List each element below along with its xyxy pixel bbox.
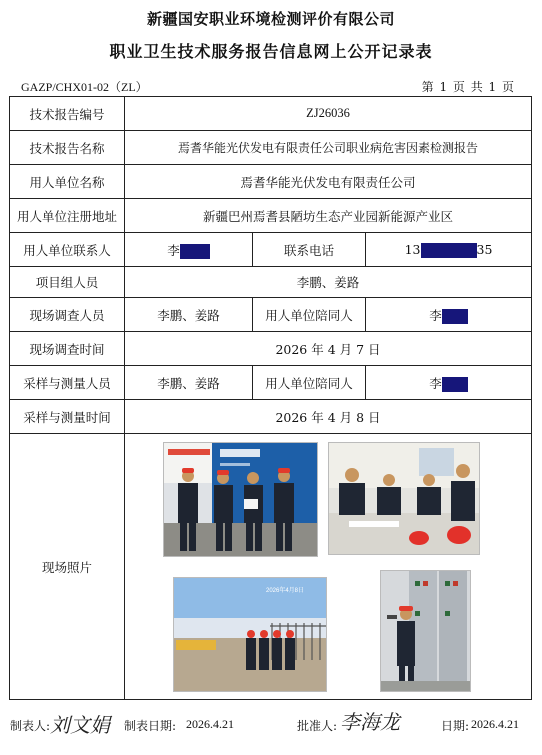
employer-label: 用人单位名称	[10, 165, 125, 199]
accompany-label: 用人单位陪同人	[253, 298, 366, 332]
contact-value-cell	[125, 233, 253, 267]
sampling-accompany-value-cell	[366, 366, 532, 400]
site-photo-meeting	[328, 442, 480, 555]
sampling-staff-value: 李鹏、姜路	[125, 366, 253, 400]
row-survey-time	[10, 332, 532, 366]
page-info: 第 1 页 共 1 页	[421, 80, 515, 94]
redaction-mark	[180, 244, 210, 259]
record-table	[9, 96, 532, 700]
report-no-value: ZJ26036	[125, 97, 532, 131]
row-address	[10, 199, 532, 233]
redaction-mark	[421, 243, 477, 258]
maker-signature: 刘文娟	[50, 713, 110, 737]
company-title: 新疆国安职业环境检测评价有限公司	[146, 10, 395, 28]
sampling-time-value: 2026 年 4 月 8 日	[125, 400, 532, 434]
sampling-time-label: 采样与测量时间	[10, 400, 125, 434]
survey-time-value: 2026 年 4 月 7 日	[125, 332, 532, 366]
site-photo-cabinet	[380, 570, 471, 692]
address-value: 新疆巴州焉耆县陋坊生态产业园新能源产业区	[125, 199, 532, 233]
row-team	[10, 267, 532, 298]
row-sampling-staff	[10, 366, 532, 400]
survey-staff-label: 现场调查人员	[10, 298, 125, 332]
approver-signature: 李海龙	[340, 710, 400, 734]
approve-date-label: 日期:	[441, 719, 470, 733]
phone-value-cell	[366, 233, 532, 267]
report-no-label: 技术报告编号	[10, 97, 125, 131]
site-photo-group-office-graphic	[164, 443, 317, 556]
site-photo-outdoor-gate-graphic	[174, 578, 326, 691]
row-photos	[10, 434, 532, 700]
site-photo-meeting-graphic	[329, 443, 479, 554]
contact-label: 用人单位联系人	[10, 233, 125, 267]
team-label: 项目组人员	[10, 267, 125, 298]
phone-label: 联系电话	[253, 233, 366, 267]
page-title: 职业卫生技术服务报告信息网上公开记录表	[109, 42, 433, 61]
phone-suffix: 35	[476, 241, 493, 257]
redaction-mark	[442, 309, 468, 324]
form-code: GAZP/CHX01-02（ZL）	[21, 80, 148, 94]
sampling-accompany-label: 用人单位陪同人	[253, 366, 366, 400]
phone-prefix: 13	[404, 241, 421, 257]
survey-time-label: 现场调查时间	[10, 332, 125, 366]
row-survey-staff	[10, 298, 532, 332]
maker-label: 制表人:	[10, 719, 51, 733]
employer-value: 焉耆华能光伏发电有限责任公司	[125, 165, 532, 199]
sampling-staff-label: 采样与测量人员	[10, 366, 125, 400]
team-value: 李鹏、姜路	[125, 267, 532, 298]
approve-date-value: 2026.4.21	[471, 717, 519, 731]
report-name-value: 焉耆华能光伏发电有限责任公司职业病危害因素检测报告	[125, 131, 532, 165]
photos-area	[125, 434, 532, 700]
report-name-label: 技术报告名称	[10, 131, 125, 165]
row-sampling-time	[10, 400, 532, 434]
make-date-value: 2026.4.21	[186, 717, 234, 731]
photo-timestamp: 2026年4月8日	[266, 588, 305, 594]
accompany-value: 李	[429, 307, 442, 323]
row-employer	[10, 165, 532, 199]
photos-label: 现场照片	[10, 434, 125, 700]
row-report-name	[10, 131, 532, 165]
survey-staff-value: 李鹏、姜路	[125, 298, 253, 332]
sampling-accompany-value: 李	[429, 375, 442, 391]
redaction-mark	[442, 377, 468, 392]
site-photo-group-office	[163, 442, 318, 557]
contact-value: 李	[167, 242, 180, 258]
accompany-value-cell	[366, 298, 532, 332]
site-photo-outdoor-gate	[173, 577, 327, 692]
make-date-label: 制表日期:	[124, 719, 177, 733]
address-label: 用人单位注册地址	[10, 199, 125, 233]
row-contact	[10, 233, 532, 267]
row-report-no	[10, 97, 532, 131]
approver-label: 批准人:	[297, 719, 338, 733]
site-photo-cabinet-graphic	[381, 571, 470, 691]
